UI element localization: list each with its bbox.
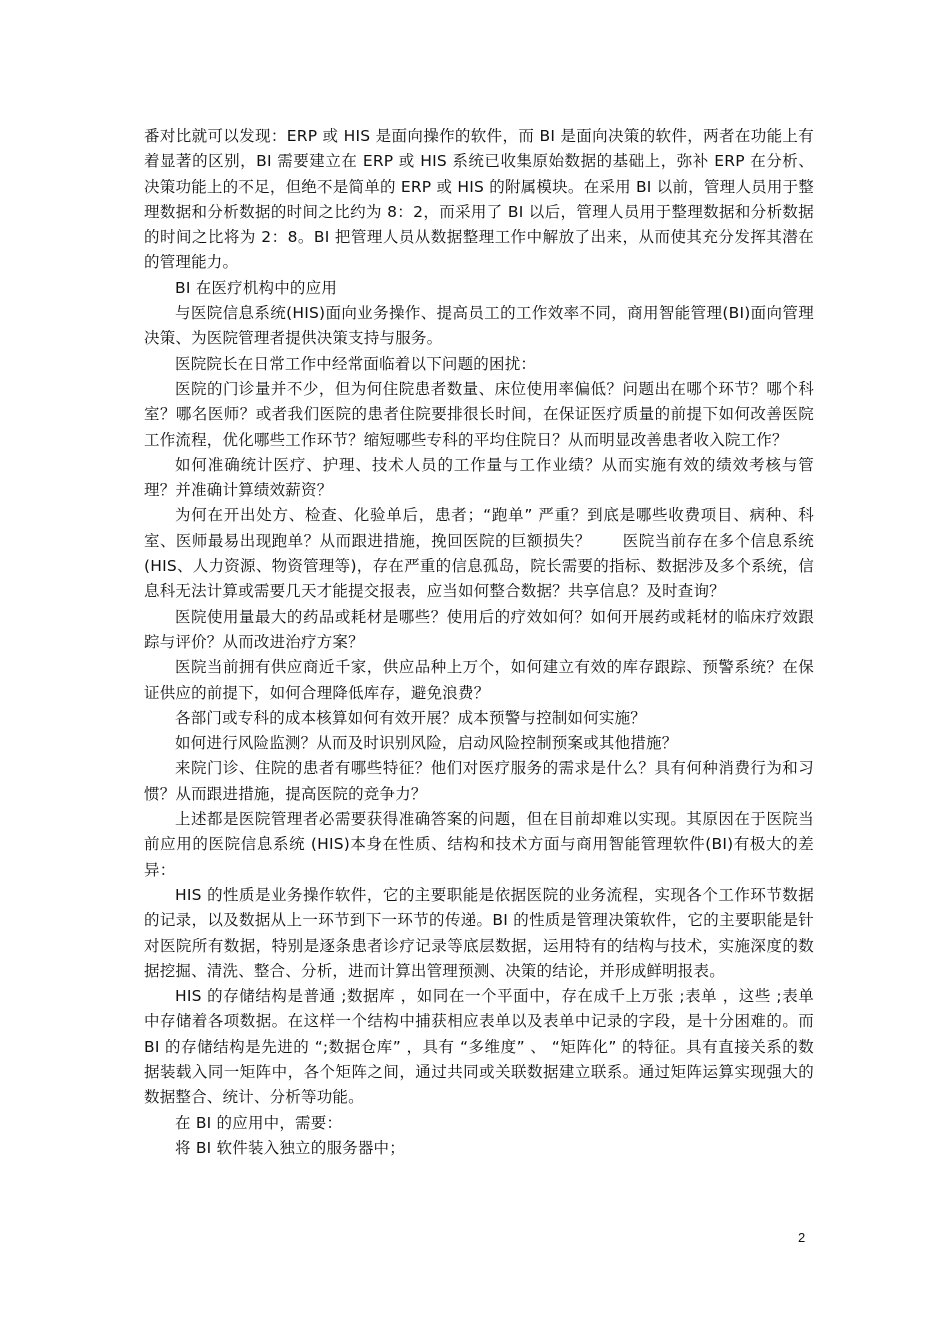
paragraph: 来院门诊、住院的患者有哪些特征？他们对医疗服务的需求是什么？具有何种消费行为和习惯？从而跟进措施，提高医院的竞争力？ bbox=[144, 759, 814, 803]
paragraph: 在 BI 的应用中，需要： bbox=[175, 1113, 343, 1132]
paragraph: 医院使用量最大的药品或耗材是哪些？使用后的疗效如何？如何开展药或耗材的临床疗效跟踪与评价？从而改进治疗方案？ bbox=[144, 607, 814, 651]
paragraph: 如何准确统计医疗、护理、技术人员的工作量与工作业绩？从而实施有效的绩效考核与管理？并准确计算绩效薪资？ bbox=[144, 455, 814, 500]
paragraph: HIS 的性质是业务操作软件，它的主要职能是依据医院的业务流程，实现各个工作环节数据的记录，以及数据从上一环节到下一环节的传递。BI 的性质是管理决策软件，它的主要职能是针对医院所有数据，特别是逐条患者诊疗记录等底层数据，运用特有的结构与技术，实施深度的数据挖掘、清洗、整合、分析，进而计算出管理预测、决策的结论，并形成鲜明报表。 bbox=[144, 885, 814, 980]
paragraph: 医院院长在日常工作中经常面临着以下问题的困扰： bbox=[175, 354, 537, 373]
paragraph: 上述都是医院管理者必需要获得准确答案的问题，但在目前却难以实现。其原因在于医院当前应用的医院信息系统 (HIS)本身在性质、结构和技术方面与商用智能管理软件(BI)有极大的差异： bbox=[144, 810, 814, 879]
paragraph: 如何进行风险监测？从而及时识别风险，启动风险控制预案或其他措施？ bbox=[175, 734, 678, 753]
section-heading: BI 在医疗机构中的应用 bbox=[175, 278, 338, 297]
page-number: 2 bbox=[798, 1230, 806, 1245]
paragraph: 与医院信息系统(HIS)面向业务操作、提高员工的工作效率不同，商用智能管理(BI)面向管理决策、为医院管理者提供决策支持与服务。 bbox=[144, 304, 814, 348]
paragraph: 医院当前拥有供应商近千家，供应品种上万个，如何建立有效的库存跟踪、预警系统？在保证供应的前提下，如何合理降低库存，避免浪费？ bbox=[144, 658, 814, 702]
document-body bbox=[144, 124, 814, 1161]
paragraph: 医院的门诊量并不少，但为何住院患者数量、床位使用率偏低？问题出在哪个环节？哪个科室？哪名医师？或者我们医院的患者住院要排很长时间，在保证医疗质量的前提下如何改善医院工作流程，优化哪些工作环节？缩短哪些专科的平均住院日？从而明显改善患者收入院工作？ bbox=[144, 379, 814, 449]
paragraph: HIS 的存储结构是普通 ;数据库 ，如同在一个平面中，存在成千上万张 ;表单 ，这些 ;表单 中存储着各项数据。在这样一个结构中捕获相应表单以及表单中记录的字段，是十分困难的。而 BI 的存储结构是先进的 “;数据仓库” ，具有 “多维度” 、 “矩阵化” 的特征。具有直接关系的数据装载入同一矩阵中，各个矩阵之间，通过共同或关联数据建立联系。通过矩阵运算实现强大的数据整合、统计、分析等功能。 bbox=[144, 987, 814, 1107]
paragraph: 各部门或专科的成本核算如何有效开展？成本预警与控制如何实施？ bbox=[175, 708, 647, 727]
paragraph: 将 BI 软件装入独立的服务器中； bbox=[175, 1138, 405, 1157]
paragraph: 番对比就可以发现：ERP 或 HIS 是面向操作的软件，而 BI 是面向决策的软件，两者在功能上有着显著的区别，BI 需要建立在 ERP 或 HIS 系统已收集原始数据的基础上，弥补 ERP 在分析、决策功能上的不足，但绝不是简单的 ERP 或 HIS 的附属模块。在采用 BI 以前，管理人员用于整理数据和分析数据的时间之比约为 8：2，而采用了 BI 以后，管理人员用于整理数据和分析数据的时间之比将为 2：8。BI 把管理人员从数据整理工作中解放了出来，从而使其充分发挥其潜在的管理能力。 bbox=[144, 127, 814, 272]
paragraph: 为何在开出处方、检查、化验单后，患者；“跑单” 严重？到底是哪些收费项目、病种、科室、医师最易出现跑单？从而跟进措施，挽回医院的巨额损失？ 医院当前存在多个信息系统(HIS、人力资源、物资管理等)，存在严重的信息孤岛，院长需要的指标、数据涉及多个系统，信息科无法计算或需要几天才能提交报表，应当如何整合数据？共享信息？及时查询？ bbox=[144, 506, 814, 601]
